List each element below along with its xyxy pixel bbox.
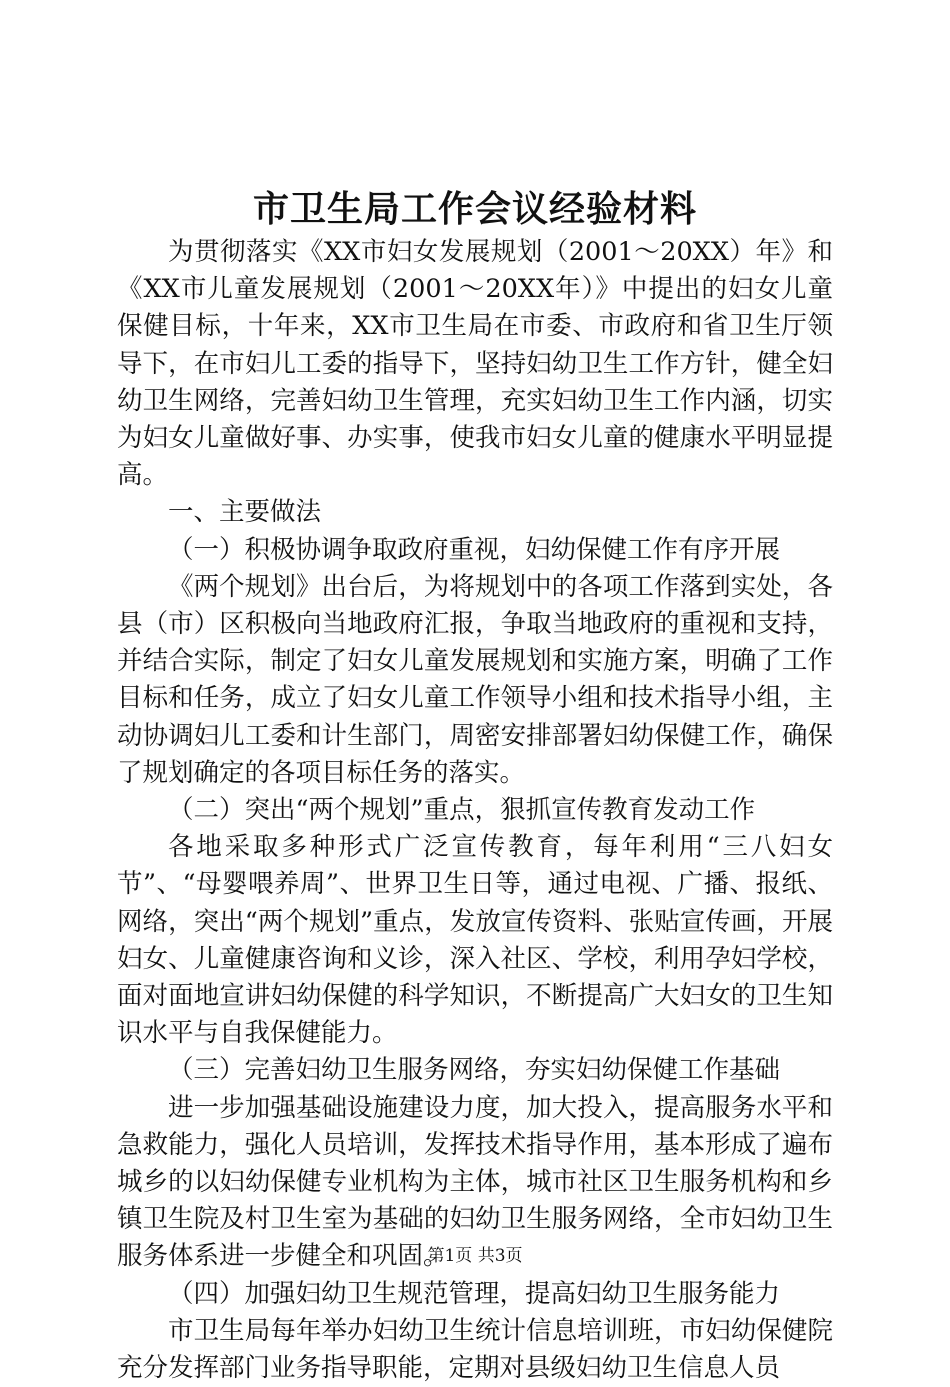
document-title: 市卫生局工作会议经验材料 bbox=[252, 188, 697, 230]
body-paragraph: 为贯彻落实《XX市妇女发展规划（2001～20XX）年》和《XX市儿童发展规划（2001～20XX年）》中提出的妇女儿童保健目标，十年来，XX市卫生局在市委、市政府和省卫生厅领导下，在市妇儿工委的指导下，坚持妇幼卫生工作方针，健全妇幼卫生网络，完善妇幼卫生管理，充实妇幼卫生工作内涵，切实为妇女儿童做好事、办实事，使我市妇女儿童的健康水平明显提高。 bbox=[117, 237, 833, 491]
subsection-heading: （三）完善妇幼卫生服务网络，夯实妇幼保健工作基础 bbox=[168, 1055, 781, 1086]
body-paragraph: 市卫生局每年举办妇幼卫生统计信息培训班，市妇幼保健院充分发挥部门业务指导职能，定期对县级妇幼卫生信息人员 bbox=[117, 1315, 833, 1384]
subsection-heading: （二）突出“两个规划”重点，狠抓宣传教育发动工作 bbox=[168, 795, 756, 826]
body-paragraph: 《两个规划》出台后，为将规划中的各项工作落到实处，各县（市）区积极向当地政府汇报，争取当地政府的重视和支持，并结合实际，制定了妇女儿童发展规划和实施方案，明确了工作目标和任务，成立了妇女儿童工作领导小组和技术指导小组，主动协调妇儿工委和计生部门，周密安排部署妇幼保健工作，确保了规划确定的各项目标任务的落实。 bbox=[117, 571, 833, 788]
section-heading: 一、主要做法 bbox=[168, 497, 322, 528]
subsection-heading: （一）积极协调争取政府重视，妇幼保健工作有序开展 bbox=[168, 534, 781, 565]
page-footer: 第1页 共3页 bbox=[427, 1246, 523, 1266]
document-body bbox=[117, 234, 833, 1387]
body-paragraph: 进一步加强基础设施建设力度，加大投入，提高服务水平和急救能力，强化人员培训，发挥技术指导作用，基本形成了遍布城乡的以妇幼保健专业机构为主体，城市社区卫生服务机构和乡镇卫生院及村卫生室为基础的妇幼卫生服务网络，全市妇幼卫生服务体系进一步健全和巩固。 bbox=[117, 1092, 833, 1272]
subsection-heading: （四）加强妇幼卫生规范管理，提高妇幼卫生服务能力 bbox=[168, 1278, 781, 1309]
body-paragraph: 各地采取多种形式广泛宣传教育，每年利用“三八妇女节”、“母婴喂养周”、世界卫生日等，通过电视、广播、报纸、网络，突出“两个规划”重点，发放宣传资料、张贴宣传画，开展妇女、儿童健康咨询和义诊，深入社区、学校，利用孕妇学校，面对面地宣讲妇幼保健的科学知识，不断提高广大妇女的卫生知识水平与自我保健能力。 bbox=[117, 832, 833, 1049]
